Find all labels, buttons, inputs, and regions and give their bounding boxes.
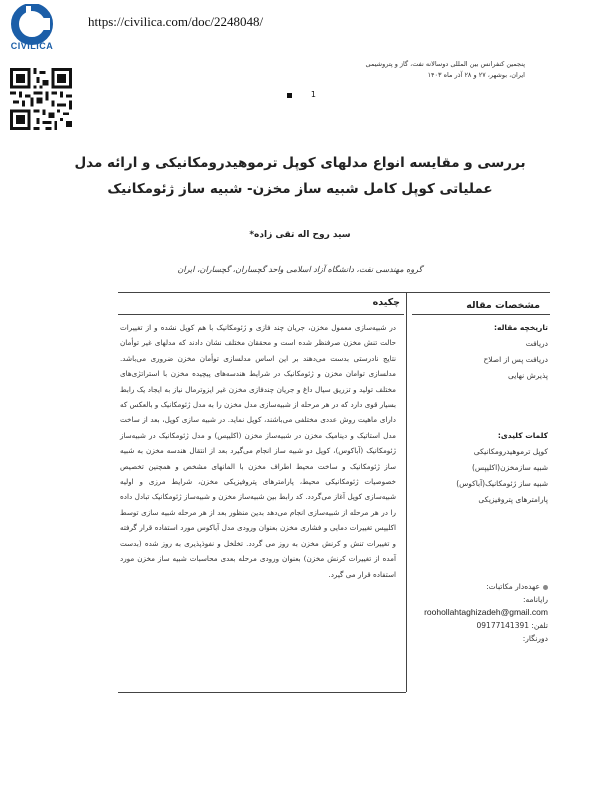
author-affiliation: گروه مهندسی نفت، دانشگاه آزاد اسلامی واحد گچساران، گچساران، ایران — [177, 265, 423, 274]
article-info-heading: مشخصات مقاله — [466, 300, 540, 311]
qr-code-icon — [10, 68, 72, 130]
article-history — [418, 320, 548, 384]
history-label: تاریخچه مقاله: — [494, 323, 548, 332]
paper-title-line-2: عملیاتی کوپل کامل شبیه ساز مخزن- شبیه ساز ژئومکانیک — [107, 181, 493, 197]
abstract-rule — [118, 314, 404, 315]
author-email[interactable]: roohollahtaghizadeh@gmail.com — [424, 607, 548, 617]
corresponding-author — [414, 580, 548, 645]
history-item: دریافت — [525, 339, 548, 348]
keywords-label: کلمات کلیدی: — [497, 431, 548, 440]
corresponding-label: عهده‌دار مکاتبات: — [486, 582, 540, 591]
page-number: 1 — [310, 90, 316, 99]
keyword-item: شبیه سازمخزن(اکلیپس) — [472, 463, 548, 472]
keyword-item: پارامترهای پتروفیزیکی — [478, 495, 548, 504]
bullet-icon — [543, 585, 548, 590]
conference-place-date: ایران، بوشهر، ۲۷ و ۲۸ آذر ماه ۱۴۰۳ — [427, 71, 525, 79]
email-label: رایانامه: — [522, 595, 548, 604]
document-url[interactable]: https://civilica.com/doc/2248048/ — [88, 14, 264, 29]
paper-title-line-1: بررسی و مقایسه انواع مدلهای کوپل ترموهیدرومکانیکی و ارائه مدل — [74, 155, 526, 171]
keywords-block — [418, 428, 548, 508]
bottom-rule — [118, 692, 406, 693]
conference-name: پنجمین کنفرانس بین المللی دوسالانه نفت، گاز و پتروشیمی — [365, 60, 525, 68]
keyword-item: کوپل ترموهیدرومکانیکی — [473, 447, 548, 456]
column-divider — [406, 292, 407, 692]
article-info-rule — [412, 314, 550, 315]
keyword-item: شبیه ساز ژئومکانیک(آباکوس) — [456, 479, 548, 488]
abstract-heading: چکیده — [372, 297, 400, 308]
corresponding-label-row — [414, 580, 548, 593]
author-fax: دورنگار: — [522, 634, 548, 643]
top-rule — [118, 292, 550, 293]
history-item: پذیرش نهایی — [508, 371, 548, 380]
conference-info — [265, 59, 525, 81]
history-item: دریافت پس از اصلاح — [483, 355, 548, 364]
paper-title — [70, 150, 530, 202]
author-phone: تلفن: 09177141391 — [476, 621, 548, 630]
abstract-text: در شبیه‌سازی معمول مخزن، جریان چند فازی و ژئومکانیک با هم کوپل نشده و از تغییرات حالت تنش مخزن صرفنظر شده است و محققان مختلف نشان دادند که مدلهای غیر توأمان نتایج نادرستی بدست می‌دهند بر این اساس مدلسازی توأمان مخزن ضروری می‌باشد. مدلسازی توامان مخزن و ژئومکانیک در شرایط هندسه‌های پیچیده مخزن با استراتژی‌های مختلف تولید و تزریق سیال داغ و جریان چندفازی مخزن غیر ایزوترمال نیاز به ایجاد یک رابط بسیار قوی دارد که در هر مرحله از شبیه‌سازی مدل مخزن را به مدل ژئومکانیک و بالعکس که دارای ماهیت روش عددی مختلفی می‌باشند، کوپل نماید. در شبیه سازی کوپل، بعد از ساخت مدل استاتیک و دینامیک مخزن در شبیه‌ساز مخزن (اکلیپس) و مدل ژئومکانیک در شبیه‌ساز ژئومکانیک (آباکوس)، کوپل دو شبیه ساز انجام می‌گیرد بعد از انتقال هندسه مخزن به شبیه ساز ژئومکانیک و ساخت محیط اطراف مخزن با المانهای مشخص و همچنین تخصیص خصوصیات ژئومکانیکی محیط، پارامترهای پتروفیزیکی مخزن، شرایط مرزی و اولیه شبیه‌سازی کوپل آغاز می‌گردد. کد رابط بین شبیه‌ساز مخزن و شبیه‌ساز ژئومکانیک تبادل داده را در هر مرحله از شبیه‌سازی انجام می‌دهد بدین منظور بعد از هر مرحله شبیه سازی توسط اکلیپس تغییرات دمایی و فشاری مخزن بعنوان ورودی مدل آباکوس مورد استفاده قرار گرفته و تغییرات تنش و کرنش مخزن به روز می گردد. تخلخل و نفوذپذیری به روز شده (بدست آمده از تغییرات کرنش مخزن) بعنوان ورودی مرحله بعدی محاسبات شبیه ساز مخزن مورد استفاده قرار می گیرد. — [120, 323, 396, 579]
page-marker — [287, 93, 292, 98]
author-name: سید روح اله تقی زاده* — [249, 230, 351, 240]
logo-wordmark: CIVILICA — [10, 41, 54, 51]
